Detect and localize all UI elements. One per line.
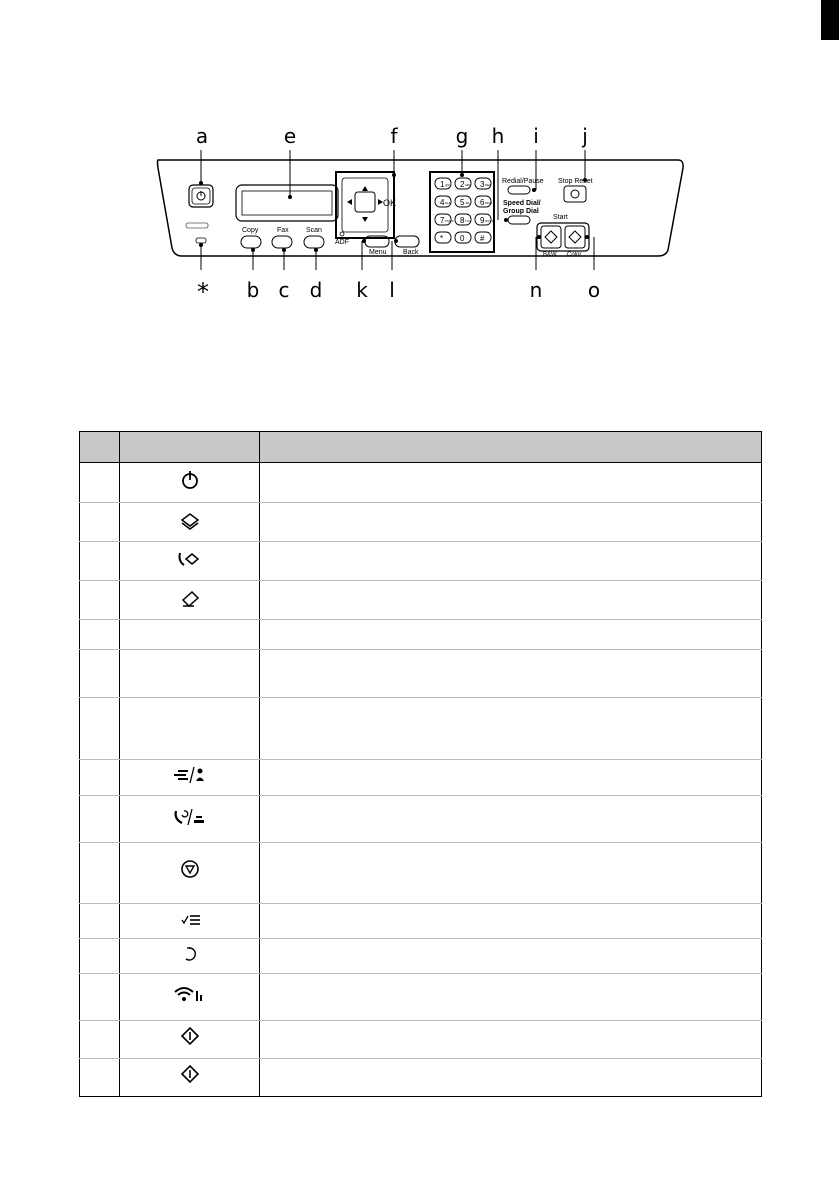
menu-label: Menu: [369, 249, 387, 256]
scan-label: Scan: [306, 227, 322, 234]
scan-button: [304, 236, 324, 248]
row-icon-cell: [120, 760, 260, 796]
power-icon: [170, 468, 210, 492]
table-row: [80, 796, 762, 843]
table-row: [80, 939, 762, 974]
row-label-cell: [80, 904, 120, 939]
row-label-cell: [80, 620, 120, 650]
row-description-cell: [260, 503, 762, 542]
table-row: [80, 1021, 762, 1059]
stop-button: [564, 186, 586, 202]
row-description-cell: [260, 939, 762, 974]
color-label: Color: [567, 252, 582, 258]
row-label-cell: [80, 939, 120, 974]
menu-icon: [170, 907, 210, 931]
ok-button: [355, 192, 375, 212]
copy-label: Copy: [242, 227, 259, 234]
row-label-cell: [80, 974, 120, 1021]
row-icon-cell: [120, 581, 260, 620]
row-label-cell: [80, 698, 120, 760]
numeric-keypad: [435, 178, 494, 243]
table-row: [80, 463, 762, 503]
table-row: [80, 974, 762, 1021]
label-i: i: [533, 124, 539, 148]
keypad-key-label: 3: [480, 180, 485, 189]
start-label: Start: [553, 214, 568, 221]
keypad-key-sublabel: @#: [445, 183, 450, 187]
keypad-key-label: #: [480, 234, 485, 243]
down-arrow: [362, 217, 368, 222]
adf-led: [340, 232, 344, 236]
label-e: e: [283, 124, 297, 148]
row-description-cell: [260, 542, 762, 581]
row-label-cell: [80, 581, 120, 620]
row-description-cell: [260, 650, 762, 698]
copy-button: [241, 236, 261, 248]
keypad-key-sublabel: ABC: [465, 183, 472, 187]
fax-label: Fax: [277, 227, 289, 234]
redial-button: [508, 186, 530, 194]
label-d: d: [309, 278, 323, 302]
row-icon-cell: [120, 503, 260, 542]
stop-icon: [170, 859, 210, 883]
stop-icon: [571, 190, 579, 198]
group-dial-label: Group Dial: [503, 208, 539, 215]
table-row: [80, 1059, 762, 1097]
speed-dial-group-icon: [170, 763, 210, 787]
start-bw-icon: [170, 1025, 210, 1049]
keypad-key-label: 0: [460, 234, 465, 243]
redial-label: Redial/Pause: [502, 178, 544, 185]
row-icon-cell: [120, 463, 260, 503]
speed-dial-button: [508, 216, 530, 224]
keypad-key-sublabel: DEF: [485, 183, 491, 187]
row-description-cell: [260, 581, 762, 620]
keypad-key-sublabel: MNO: [485, 201, 492, 205]
row-icon-cell: [120, 1021, 260, 1059]
label-h: h: [491, 124, 505, 148]
row-description-cell: [260, 904, 762, 939]
row-icon-cell: [120, 698, 260, 760]
start-color-icon: [170, 1063, 210, 1087]
row-description-cell: [260, 463, 762, 503]
keypad-key-label: 5: [460, 198, 465, 207]
label-a: a: [195, 124, 209, 148]
back-icon: [170, 942, 210, 966]
adf-label: ADF: [335, 239, 349, 246]
row-icon-cell: [120, 1059, 260, 1097]
wifi-setup-icon: [170, 983, 210, 1007]
row-label-cell: [80, 760, 120, 796]
keypad-key-label: 8: [460, 216, 465, 225]
row-label-cell: [80, 796, 120, 843]
page-edge-marker: [821, 0, 839, 40]
row-description-cell: [260, 760, 762, 796]
keypad-key-label: 9: [480, 216, 485, 225]
label-k: k: [356, 278, 368, 302]
row-icon-cell: [120, 796, 260, 843]
table-row: [80, 904, 762, 939]
wifi-label: [186, 223, 208, 228]
speed-dial-label: Speed Dial/: [503, 200, 541, 207]
start-bw-button: [541, 226, 561, 248]
keypad-key-sublabel: GHI: [445, 201, 451, 205]
keypad-key-label: *: [440, 234, 444, 243]
table-row: [80, 650, 762, 698]
row-label-cell: [80, 843, 120, 904]
row-label-cell: [80, 542, 120, 581]
label-c: c: [278, 278, 290, 302]
ok-label: OK: [383, 198, 397, 208]
left-arrow: [347, 199, 352, 205]
keypad-key-label: 6: [480, 198, 485, 207]
row-description-cell: [260, 796, 762, 843]
table-row: [80, 620, 762, 650]
back-button: [395, 236, 419, 247]
label-j: j: [582, 124, 588, 148]
control-panel-diagram: [150, 120, 690, 285]
keypad-key-label: 2: [460, 180, 465, 189]
table-row: [80, 542, 762, 581]
wifi-led: [196, 238, 206, 243]
row-description-cell: [260, 843, 762, 904]
row-icon-cell: [120, 904, 260, 939]
table-row: [80, 843, 762, 904]
label-o: o: [587, 278, 601, 302]
keypad-key-label: 4: [440, 198, 445, 207]
label-b: b: [246, 278, 260, 302]
row-description-cell: [260, 974, 762, 1021]
lcd-screen: [236, 185, 338, 221]
row-icon-cell: [120, 939, 260, 974]
keypad-key-sublabel: PQRS: [445, 219, 454, 223]
table-row: [80, 581, 762, 620]
table-row: [80, 760, 762, 796]
label-g: g: [455, 124, 469, 148]
row-icon-cell: [120, 542, 260, 581]
row-icon-cell: [120, 974, 260, 1021]
keypad-key-label: 7: [440, 216, 445, 225]
row-icon-cell: [120, 620, 260, 650]
control-table: [79, 431, 762, 1097]
row-label-cell: [80, 503, 120, 542]
keypad-key-sublabel: TUV: [465, 219, 471, 223]
table-row: [80, 698, 762, 760]
row-description-cell: [260, 620, 762, 650]
row-label-cell: [80, 463, 120, 503]
label-f: f: [390, 124, 398, 148]
label-l: l: [389, 278, 395, 302]
bw-label: B&W: [543, 252, 557, 258]
row-icon-cell: [120, 843, 260, 904]
back-label: Back: [403, 249, 419, 256]
fax-icon: [170, 547, 210, 571]
keypad-key-sublabel: JKL: [465, 201, 471, 205]
start-color-icon: [569, 231, 581, 243]
keypad-key-label: 1: [440, 180, 445, 189]
table-row: [80, 503, 762, 542]
copy-icon: [170, 508, 210, 532]
row-description-cell: [260, 1021, 762, 1059]
scan-icon: [170, 586, 210, 610]
label-star: *: [197, 278, 209, 306]
stop-reset-label: Stop Reset: [558, 178, 593, 185]
row-label-cell: [80, 650, 120, 698]
row-description-cell: [260, 1059, 762, 1097]
row-label-cell: [80, 1059, 120, 1097]
up-arrow: [362, 186, 368, 191]
table-header-row: [80, 432, 762, 463]
row-description-cell: [260, 698, 762, 760]
row-label-cell: [80, 1021, 120, 1059]
label-n: n: [529, 278, 543, 302]
row-icon-cell: [120, 650, 260, 698]
start-bw-icon: [545, 231, 557, 243]
redial-pause-icon: [170, 805, 210, 829]
fax-button: [272, 236, 292, 248]
keypad-key-sublabel: WXYZ: [485, 219, 494, 223]
start-color-button: [565, 226, 585, 248]
